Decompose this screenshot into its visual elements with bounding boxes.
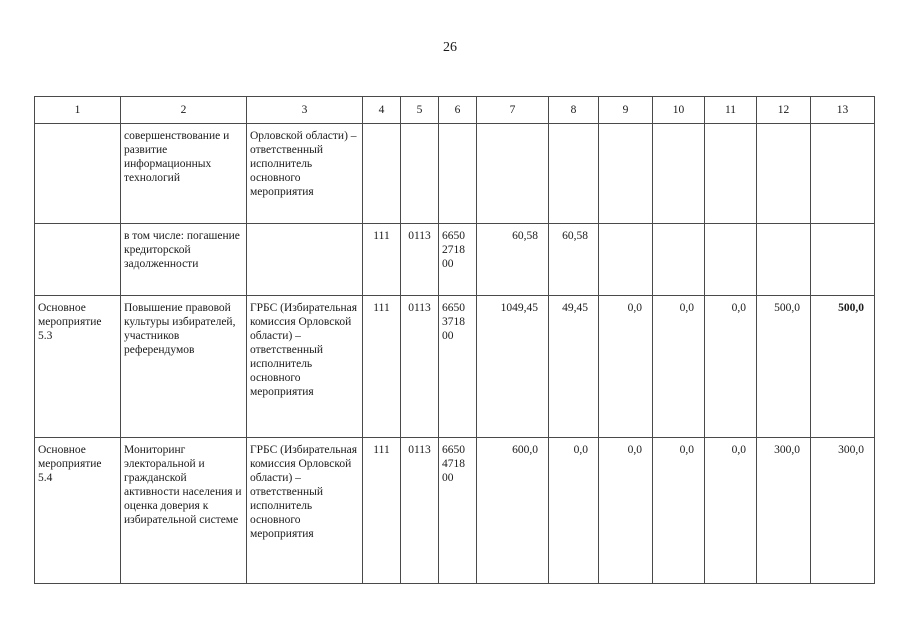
column-header: 13 [811,97,875,124]
table-cell: 0,0 [653,296,705,438]
table-cell: 0113 [401,438,439,584]
table-cell: 0113 [401,296,439,438]
table-cell [653,124,705,224]
table-cell: Мониторинг электоральной и гражданской активности населения и оценка доверия к избирательной системе [121,438,247,584]
table-cell [247,224,363,296]
table-cell: 300,0 [811,438,875,584]
column-header: 11 [705,97,757,124]
table-cell: 0,0 [705,296,757,438]
table-cell [653,224,705,296]
column-header: 1 [35,97,121,124]
table-cell: в том числе: погашение кредиторской задолженности [121,224,247,296]
column-header: 2 [121,97,247,124]
table-cell [549,124,599,224]
table-cell [35,124,121,224]
table-cell [439,124,477,224]
table-cell: 0,0 [599,296,653,438]
table-cell [401,124,439,224]
table-cell [599,124,653,224]
budget-table [34,96,875,584]
table-cell: 600,0 [477,438,549,584]
column-header: 9 [599,97,653,124]
table-cell: 6650 4718 00 [439,438,477,584]
table-cell: 111 [363,438,401,584]
table-cell: 500,0 [811,296,875,438]
column-header: 4 [363,97,401,124]
table-cell: 0,0 [705,438,757,584]
table-cell [757,124,811,224]
column-header: 10 [653,97,705,124]
table-row [35,438,875,584]
table-cell [757,224,811,296]
table-cell [811,124,875,224]
table-cell [705,224,757,296]
column-header: 12 [757,97,811,124]
table-row [35,124,875,224]
table-cell: Основное мероприятие 5.3 [35,296,121,438]
table-cell: 60,58 [549,224,599,296]
table-cell: Повышение правовой культуры избирателей, участников референдумов [121,296,247,438]
table-cell [477,124,549,224]
table-cell: 6650 2718 00 [439,224,477,296]
table-cell [363,124,401,224]
table-cell: 300,0 [757,438,811,584]
table-cell [811,224,875,296]
table-row [35,224,875,296]
table-cell [599,224,653,296]
table-row [35,296,875,438]
table-cell [35,224,121,296]
table-cell: ГРБС (Избирательная комиссия Орловской области) – ответственный исполнитель основного мероприятия [247,438,363,584]
column-header: 8 [549,97,599,124]
header-row [35,97,875,124]
table-cell: 6650 3718 00 [439,296,477,438]
column-header: 6 [439,97,477,124]
table-cell [705,124,757,224]
table-cell: 111 [363,296,401,438]
table-cell: ГРБС (Избирательная комиссия Орловской области) – ответственный исполнитель основного мероприятия [247,296,363,438]
column-header: 7 [477,97,549,124]
table-cell: совершенствование и развитие информационных технологий [121,124,247,224]
table-cell: 111 [363,224,401,296]
table-cell: 0113 [401,224,439,296]
table-cell: 500,0 [757,296,811,438]
table-cell: Основное мероприятие 5.4 [35,438,121,584]
table-cell: 0,0 [653,438,705,584]
table-cell: 0,0 [549,438,599,584]
page-number: 26 [443,40,457,55]
table-cell: 0,0 [599,438,653,584]
table-cell: 1049,45 [477,296,549,438]
table-cell: Орловской области) – ответственный исполнитель основного мероприятия [247,124,363,224]
table-cell: 49,45 [549,296,599,438]
table-cell: 60,58 [477,224,549,296]
column-header: 3 [247,97,363,124]
column-header: 5 [401,97,439,124]
